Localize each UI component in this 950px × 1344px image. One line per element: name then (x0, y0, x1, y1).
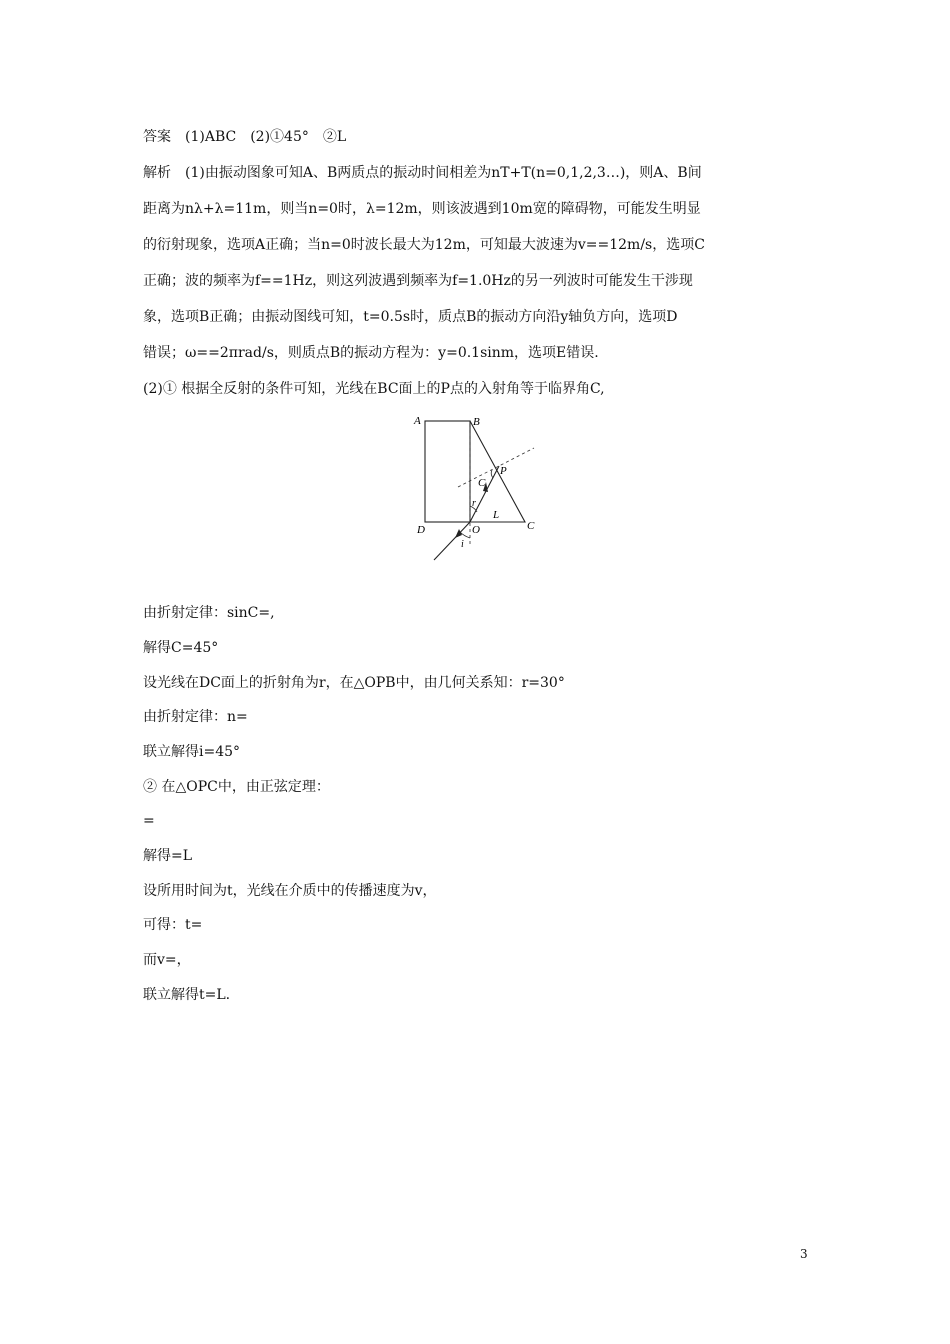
label-O: O (472, 524, 480, 536)
step-4: 由折射定律：n= (143, 709, 248, 725)
incident-arrow (455, 529, 462, 538)
label-A: A (414, 415, 421, 427)
step-1: 由折射定律：sinC=, (143, 605, 275, 621)
incident-ray (434, 522, 470, 560)
answer-line: 答案 (1)ABC (2)①45° ②L (143, 129, 347, 145)
label-B: B (473, 416, 480, 428)
label-L: L (493, 509, 500, 521)
label-C-vertex: C (527, 520, 535, 532)
analysis-line-6: 错误；ω==2πrad/s，则质点B的振动方程为：y=0.1sinm，选项E错误. (143, 345, 599, 361)
step-9: 设所用时间为t，光线在介质中的传播速度为v， (143, 883, 437, 899)
analysis-part2-intro: (2)① 根据全反射的条件可知，光线在BC面上的P点的入射角等于临界角C, (143, 381, 605, 397)
step-6: ② 在△OPC中，由正弦定理： (143, 779, 330, 795)
prism-rectangle (425, 421, 470, 522)
step-11: 而v=， (143, 952, 191, 968)
label-r: r (472, 498, 476, 509)
analysis-line-3: 的衍射现象，选项A正确；当n=0时波长最大为12m，可知最大波速为v==12m/s，选项C (143, 237, 705, 253)
step-8: 解得=L (143, 848, 193, 864)
step-5: 联立解得i=45° (143, 744, 241, 760)
analysis-line-2: 距离为nλ+λ=11m，则当n=0时，λ=12m，则该波遇到10m宽的障碍物，可能发生明显 (143, 201, 701, 217)
step-2: 解得C=45° (143, 640, 219, 656)
page-number: 3 (800, 1247, 808, 1261)
prism-diagram (400, 408, 560, 568)
step-12: 联立解得t=L. (143, 987, 231, 1003)
label-P: P (500, 465, 507, 477)
step-7: = (143, 813, 155, 829)
normal-at-P (458, 448, 534, 487)
analysis-line-4: 正确；波的频率为f==1Hz，则这列波遇到频率为f=1.0Hz的另一列波时可能发生干涉现 (143, 273, 693, 289)
label-i: i (461, 539, 464, 550)
analysis-line-1: 解析 (1)由振动图象可知A、B两质点的振动时间相差为nT+T(n=0,1,2,3…)，则A、B间 (143, 165, 702, 181)
label-D: D (417, 524, 425, 536)
step-3: 设光线在DC面上的折射角为r，在△OPB中，由几何关系知：r=30° (143, 675, 565, 691)
step-10: 可得：t= (143, 917, 203, 933)
label-C-angle: C (478, 477, 486, 489)
angle-C-arc (491, 470, 493, 478)
analysis-line-5: 象，选项B正确；由振动图线可知，t=0.5s时，质点B的振动方向沿y轴负方向，选项D (143, 309, 678, 325)
